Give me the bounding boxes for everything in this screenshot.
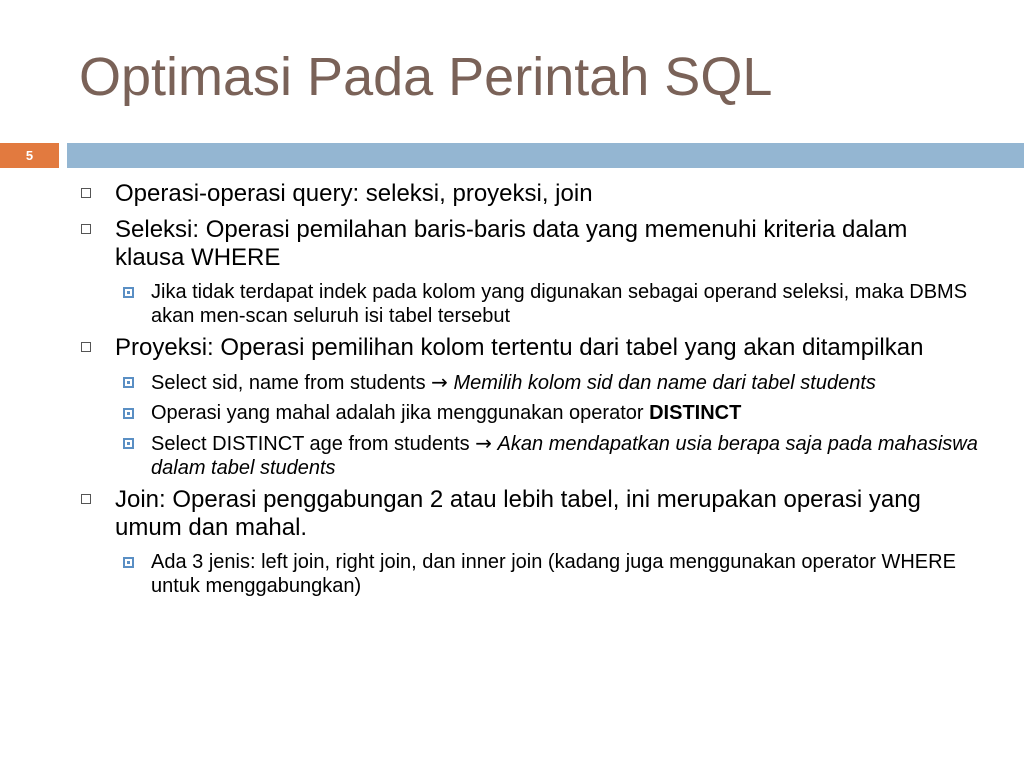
- slide-number-text: 5: [25, 148, 34, 163]
- bullet-item: [80, 216, 980, 272]
- blue-square-bullet-icon: [123, 377, 134, 388]
- blue-square-bullet-icon: [123, 438, 134, 449]
- sub-bullet-item: [115, 370, 980, 395]
- slide-title: Optimasi Pada Perintah SQL: [79, 47, 773, 107]
- sub-bullet-item: [115, 550, 980, 598]
- blue-square-bullet-icon: [123, 287, 134, 298]
- bullet-list: [80, 180, 980, 604]
- sub-bullet-text: Jika tidak terdapat indek pada kolom yang digunakan sebagai operand seleksi, maka DBMS akan men-scan seluruh isi tabel tersebut: [151, 281, 968, 327]
- hollow-square-bullet-icon: [81, 188, 91, 198]
- right-arrow-icon: →: [475, 431, 492, 455]
- sub-bullet-item: [115, 280, 980, 328]
- sub-bullet-bold-text: DISTINCT: [649, 402, 742, 424]
- bullet-item: [80, 180, 980, 208]
- blue-square-bullet-icon: [123, 557, 134, 568]
- sub-bullet-item: [115, 401, 980, 425]
- right-arrow-icon: →: [431, 370, 448, 394]
- sub-bullet-text: Select DISTINCT age from students: [151, 433, 470, 455]
- bullet-item: [80, 334, 980, 362]
- sub-bullet-text: Ada 3 jenis: left join, right join, dan inner join (kadang juga menggunakan operator WHERE untuk menggabungkan): [151, 551, 956, 597]
- sub-bullet-italic-text: Akan mendapatkan usia berapa saja pada mahasiswa dalam tabel students: [151, 433, 978, 479]
- sub-bullet-text: Select sid, name from students: [151, 372, 426, 394]
- sub-bullet-italic-text: Memilih kolom sid dan name dari tabel students: [453, 372, 876, 394]
- bullet-item: [80, 486, 980, 542]
- bullet-text: Join: Operasi penggabungan 2 atau lebih tabel, ini merupakan operasi yang umum dan mahal.: [115, 486, 921, 541]
- bullet-text: Operasi-operasi query: seleksi, proyeksi, join: [115, 180, 593, 207]
- bullet-text: Seleksi: Operasi pemilahan baris-baris data yang memenuhi kriteria dalam klausa WHERE: [115, 216, 908, 271]
- accent-bar: [67, 143, 1024, 168]
- sub-bullet-item: [115, 431, 980, 480]
- blue-square-bullet-icon: [123, 408, 134, 419]
- hollow-square-bullet-icon: [81, 342, 91, 352]
- hollow-square-bullet-icon: [81, 494, 91, 504]
- hollow-square-bullet-icon: [81, 224, 91, 234]
- bullet-text: Proyeksi: Operasi pemilihan kolom tertentu dari tabel yang akan ditampilkan: [115, 334, 924, 361]
- sub-bullet-text: Operasi yang mahal adalah jika menggunakan operator: [151, 402, 644, 424]
- slide-number: [0, 143, 59, 168]
